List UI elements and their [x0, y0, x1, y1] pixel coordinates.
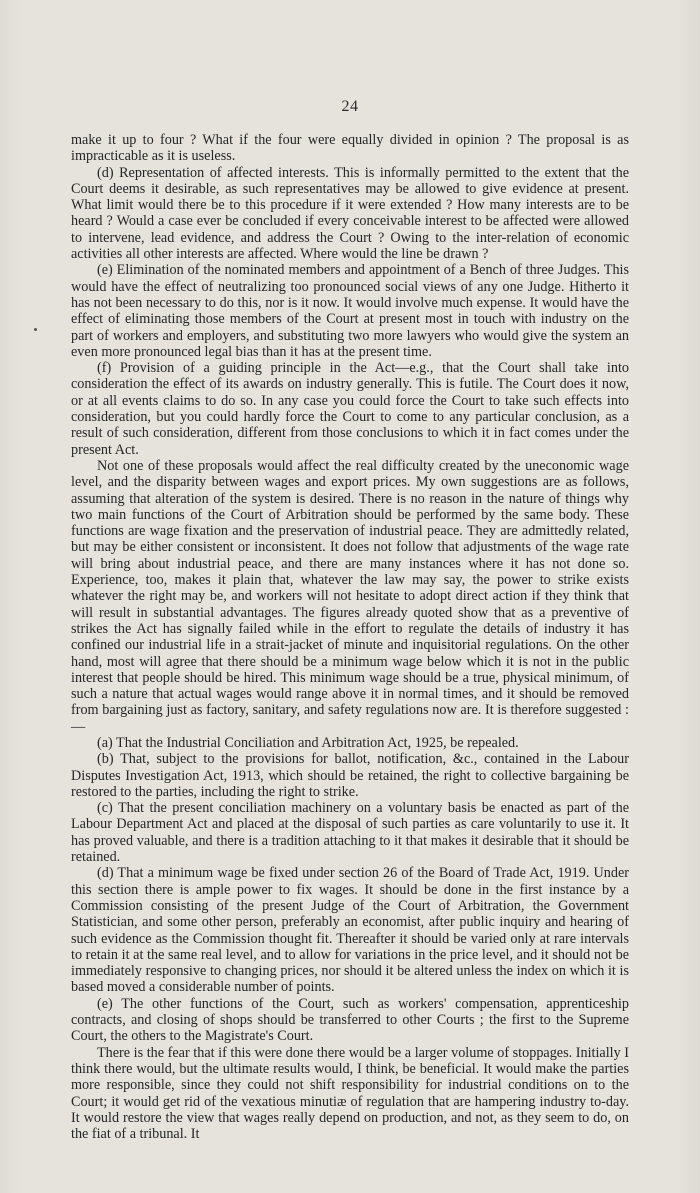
suggestion-a: (a) That the Industrial Conciliation and Arbitration Act, 1925, be repealed.	[97, 734, 519, 751]
suggestion-b: (b) That, subject to the provisions for ballot, notification, &c., contained in the Labour Disputes Investigation Act, 1913, which should be retained, the right to collective bargaining be restored to the parties, including the right to strike.	[71, 751, 629, 800]
page-number: 24	[341, 98, 359, 115]
paragraph-fear-of-stoppages: There is the fear that if this were done there would be a larger volume of stoppages. Initially I think there would, but the ultimate results would, I think, be beneficial. It would make the parties more responsible, since they could not shift responsibility for industrial conditions on to the Court; it would get rid of the vexatious minutiæ of regulation that are hampering industry to-day. It would restore the view that wages really depend on production, and not, as they seem to do, on the fiat of a tribunal. It	[71, 1044, 629, 1143]
body-text	[71, 132, 629, 1142]
suggestion-e: (e) The other functions of the Court, such as workers' compensation, apprenticeship contracts, and closing of shops should be transferred to other Courts ; the first to the Supreme Court, the others to the Magistrate's Court.	[71, 995, 629, 1045]
paragraph-representation-of-interests: (d) Representation of affected interests. This is informally permitted to the extent that the Court deems it desirable, as such representatives may be allowed to give evidence at present. What limit would there be to this procedure if it were extended ? How many interests are to be heard ? Would a case ever be concluded if every conceivable interest to be affected were allowed to intervene, lead evidence, and address the Court ? Owing to the inter-relation of economic activities all other interests are affected. Where would the line be drawn ?	[71, 164, 629, 263]
paragraph-continuation: make it up to four ? What if the four were equally divided in opinion ? The proposal is as impracticable as it is useless.	[71, 132, 629, 165]
paragraph-guiding-principle: (f) Provision of a guiding principle in the Act—e.g., that the Court shall take into consideration the effect of its awards on industry generally. This is futile. The Court does it now, or at all events claims to do so. In any case you could force the Court to take such effects into consideration, but you could hardly force the Court to come to any particular conclusion, as a result of such consideration, different from those conclusions to which it in fact comes under the present Act.	[71, 360, 629, 458]
paragraph-own-suggestions: Not one of these proposals would affect the real difficulty created by the uneconomic wage level, and the disparity between wages and export prices. My own suggestions are as follows, assuming that alteration of the system is desired. There is no reason in the nature of things why two main functions of the Court of Arbitration should be performed by the same body. These functions are wage fixation and the preservation of industrial peace. They are admittedly related, but may be either consistent or inconsistent. It does not follow that adjustments of the wage rate will bring about industrial peace, and there are many instances where it has not done so. Experience, too, makes it plain that, whatever the law may say, the power to strike exists whatever the right may be, and workers will not hesitate to adopt direct action if they think that will result in substantial advantages. The figures already quoted show that as a preventive of strikes the Act has signally failed while in the effort to regulate the details of industry it has confined our industrial life in a strait-jacket of minute and inquisitorial regulations. On the other hand, most will agree that there should be a minimum wage below which it is not in the public interest that people should be hired. This minimum wage should be a true, physical minimum, of such a nature that actual wages would range above it in normal times, and it should be removed from bargaining just as factory, sanitary, and safety regulations now are. It is therefore suggested :—	[71, 457, 629, 735]
margin-mark	[34, 328, 37, 331]
paragraph-elimination-of-members: (e) Elimination of the nominated members and appointment of a Bench of three Judges. This would have the effect of neutralizing too pronounced social views of any one Judge. Hitherto it has not been necessary to do this, nor is it now. It would involve much expense. It would have the effect of eliminating those members of the Court at present most in touch with industry on the part of workers and employers, and substituting two more lawyers who would give the system an even more pronounced legal bias than it has at the present time.	[71, 262, 629, 360]
suggestion-c: (c) That the present conciliation machinery on a voluntary basis be enacted as part of the Labour Department Act and placed at the disposal of such parties as care voluntarily to use it. It has proved valuable, and there is a tradition attaching to it that makes it desirable that it should be retained.	[71, 800, 629, 866]
suggestion-d: (d) That a minimum wage be fixed under section 26 of the Board of Trade Act, 1919. Under this section there is ample power to fix wages. It should be done in the first instance by a Commission consisting of the present Judge of the Court of Arbitration, the Government Statistician, and some other person, preferably an economist, after public inquiry and hearing of such evidence as the Commission thought fit. Thereafter it should be varied only at rare intervals to retain it at the same real level, and to allow for variations in the price level, and it should not be immediately responsive to changing prices, nor should it be altered unless the index on which it is based moved a considerable number of points.	[71, 865, 629, 996]
